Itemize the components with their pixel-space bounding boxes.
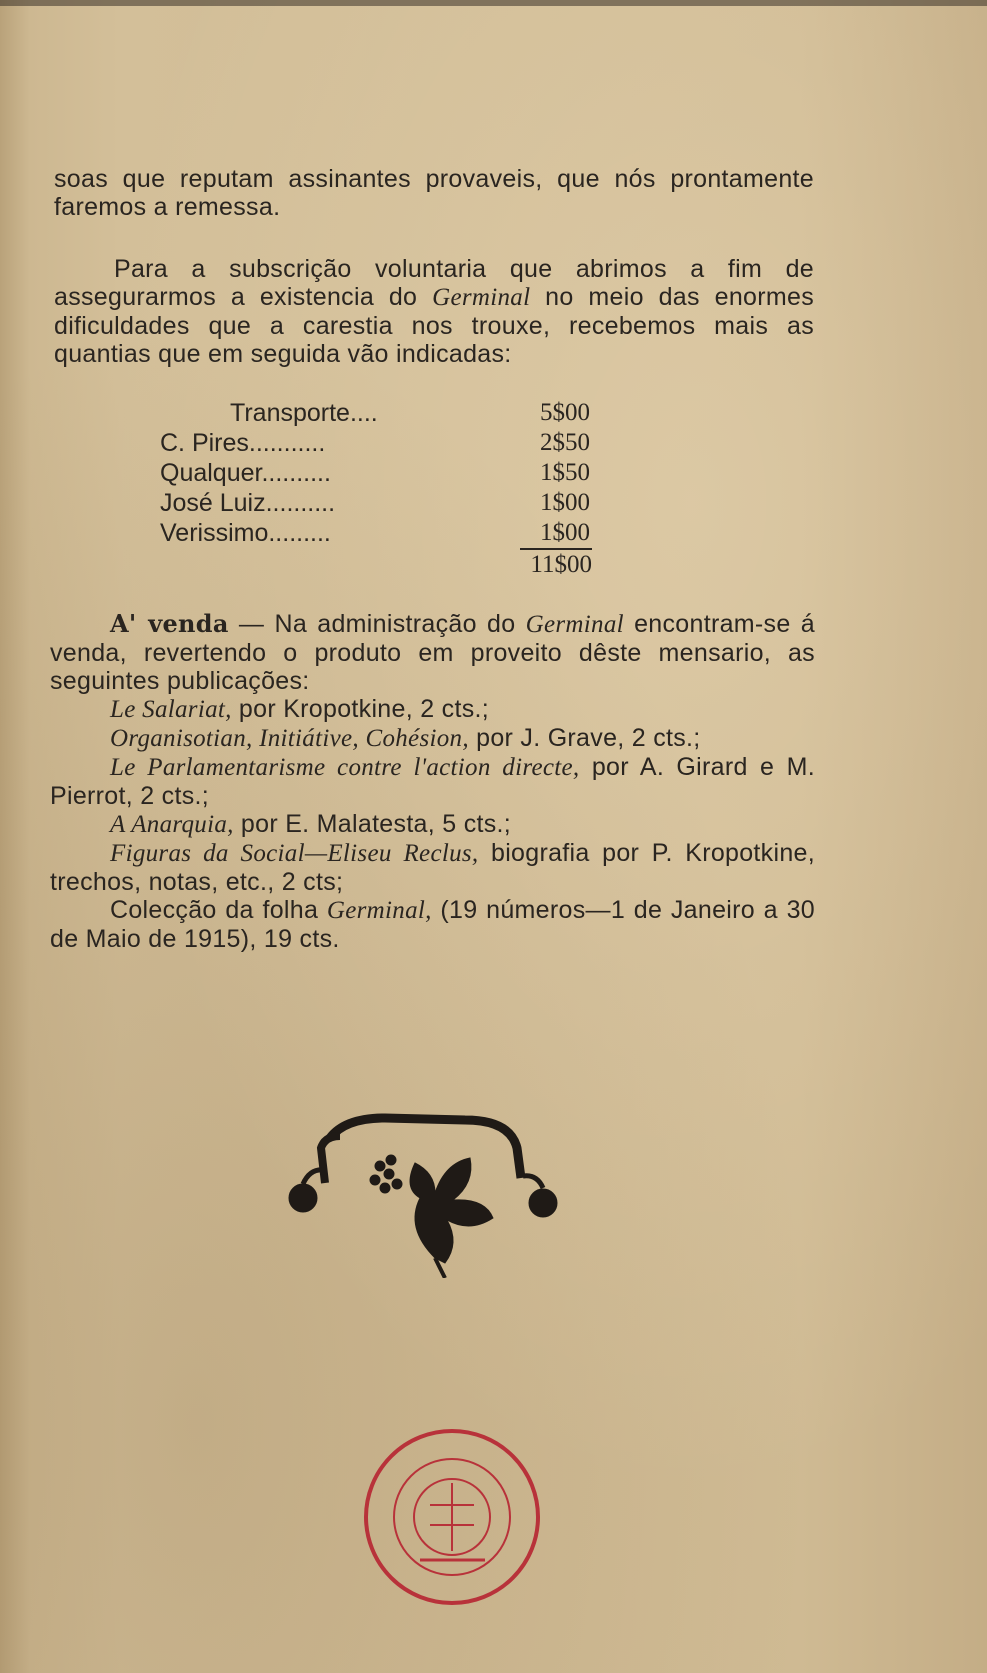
list-item (50, 839, 815, 896)
table-row (230, 398, 592, 428)
contribution-amount: 1$00 (540, 489, 590, 516)
contributions-table (160, 398, 592, 580)
contribution-amount: 1$50 (540, 459, 590, 486)
subscription-text-1: Para a subscrição voluntaria que abrimos a fim de assegurarmos a existencia do (54, 255, 814, 311)
contributions-total: 11$00 (520, 548, 592, 580)
table-row (160, 488, 592, 518)
library-stamp-icon (360, 1425, 545, 1610)
germinal-title: Germinal (432, 284, 531, 311)
publication-details: por A. Girard e M. Pierrot, 2 cts.; (50, 753, 816, 810)
ornament-icon (285, 1108, 565, 1278)
table-row (160, 458, 592, 488)
sale-heading: A' venda (110, 609, 229, 638)
page-edge (0, 0, 987, 6)
publication-details: por E. Malatesta, 5 cts.; (233, 810, 512, 838)
sale-section (50, 610, 815, 953)
collection-text-1: Colecção da folha (110, 896, 327, 924)
contributor-name: Transporte.... (230, 399, 378, 427)
publication-title: Le Salariat, (110, 696, 232, 723)
contributor-name: Qualquer.......... (160, 459, 331, 487)
publication-title: Le Parlamentarisme contre l'action directe, (110, 754, 580, 781)
collection-text-2: (19 números—1 de Janeiro a 30 de Maio de 1915), 19 cts. (50, 896, 816, 953)
publication-title: A Anarquia, (110, 811, 234, 838)
paragraph-continuation: soas que reputam assinantes provaveis, que nós prontamente faremos a remessa. (54, 165, 814, 221)
contribution-amount: 2$50 (540, 429, 590, 456)
table-row (160, 518, 592, 548)
contributor-name: Verissimo......... (160, 519, 331, 547)
publication-title: Figuras da Social—Eliseu Reclus, (110, 840, 479, 867)
publication-details: por J. Grave, 2 cts.; (468, 724, 701, 752)
contribution-amount: 1$00 (540, 519, 590, 546)
germinal-title: Germinal (525, 611, 624, 638)
contribution-amount: 5$00 (540, 399, 590, 426)
publication-title: Organisotian, Initiátive, Cohésion, (110, 725, 469, 752)
list-item (50, 810, 815, 839)
paragraph-subscription (54, 255, 814, 368)
germinal-title: Germinal, (326, 897, 432, 924)
contributor-name: C. Pires........... (160, 429, 326, 457)
list-item (50, 724, 815, 753)
sale-intro-1: — Na administração do (228, 610, 526, 638)
contributor-name: José Luiz.......... (160, 489, 336, 517)
publication-details: por Kropotkine, 2 cts.; (231, 695, 489, 723)
list-item (50, 896, 815, 953)
sale-intro-2: encontram-se á venda, revertendo o produto em proveito dêste mensario, as seguintes publicações: (50, 610, 815, 695)
table-row (160, 428, 592, 458)
subscription-text-2: no meio das enormes dificuldades que a carestia nos trouxe, recebemos mais as quantias que em seguida vão indicadas: (54, 283, 814, 368)
publication-details: biografia por P. Kropotkine, trechos, notas, etc., 2 cts; (50, 839, 815, 896)
list-item (50, 695, 815, 724)
list-item (50, 753, 815, 810)
